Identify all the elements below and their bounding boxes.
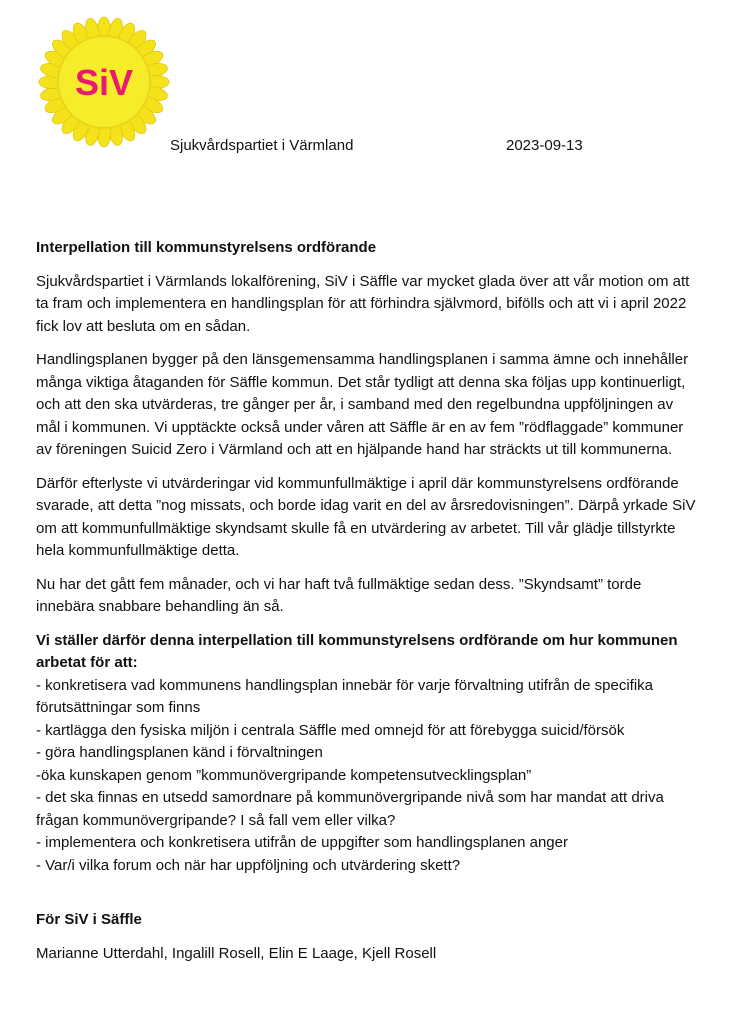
paragraph: Sjukvårdspartiet i Värmlands lokalförening, SiV i Säffle var mycket glada över att vår motion om att ta fram och implementera en handlingsplan för att förhindra självmord, bifölls och att vi i april 2022 fick lov att besluta om en sådan.	[36, 272, 690, 335]
question-item: - implementera och konkretisera utifrån de uppgifter som handlingsplanen anger	[36, 834, 568, 851]
question-item: - göra handlingsplanen känd i förvaltningen	[36, 744, 323, 761]
organization-name: Sjukvårdspartiet i Värmland	[170, 137, 354, 154]
signature-heading: För SiV i Säffle	[36, 911, 142, 928]
logo-text: SiV	[74, 62, 134, 103]
question-heading: Vi ställer därför denna interpellation till kommunstyrelsens ordförande om hur kommunen arbetat för att:	[36, 631, 678, 671]
sunflower-icon	[38, 16, 170, 148]
document-title: Interpellation till kommunstyrelsens ordförande	[36, 239, 377, 256]
question-item: - konkretisera vad kommunens handlingsplan innebär för varje förvaltning utifrån de specifika förutsättningar som finns	[36, 676, 653, 716]
siv-logo	[38, 16, 170, 148]
document-date: 2023-09-13	[506, 137, 583, 154]
paragraph: Nu har det gått fem månader, och vi har haft två fullmäktige sedan dess. ”Skyndsamt” torde innebära snabbare behandling än så.	[36, 575, 642, 615]
paragraph: Handlingsplanen bygger på den länsgemensamma handlingsplanen i samma ämne och innehåller många viktiga åtaganden för Säffle kommun. Det står tydligt att denna ska följas upp kontinuerligt, och att den ska utvärderas, tre gånger per år, i samband med den regelbundna uppföljningen av mål i kommunen. Vi upptäckte också under våren att Säffle är en av fem ”rödflaggade” kommuner av föreningen Suicid Zero i Värmland och att en hjälpande hand har sträckts ut till kommunerna.	[36, 351, 689, 458]
paragraph: Därför efterlyste vi utvärderingar vid kommunfullmäktige i april där kommunstyrelsens ordförande svarade, att detta ”nog missats, och borde idag varit en del av årsredovisningen”. Därpå yrkade SiV om att kommunfullmäktige skyndsamt skulle få en utvärdering av arbetet. Till vår glädje tillstyrkte hela kommunfullmäktige detta.	[36, 474, 696, 559]
question-item: - det ska finnas en utsedd samordnare på kommunövergripande nivå som har mandat att driva frågan kommunövergripande? I så fall vem eller vilka?	[36, 789, 664, 829]
question-item: - kartlägga den fysiska miljön i centrala Säffle med omnejd för att förebygga suicid/försök	[36, 721, 625, 739]
signature-names: Marianne Utterdahl, Ingalill Rosell, Elin E Laage, Kjell Rosell	[36, 944, 437, 962]
question-item: -öka kunskapen genom ”kommunövergripande kompetensutvecklingsplan”	[36, 766, 532, 784]
question-item: - Var/i vilka forum och när har uppföljning och utvärdering skett?	[36, 856, 461, 874]
document-body	[36, 237, 696, 965]
question-list	[36, 675, 696, 878]
